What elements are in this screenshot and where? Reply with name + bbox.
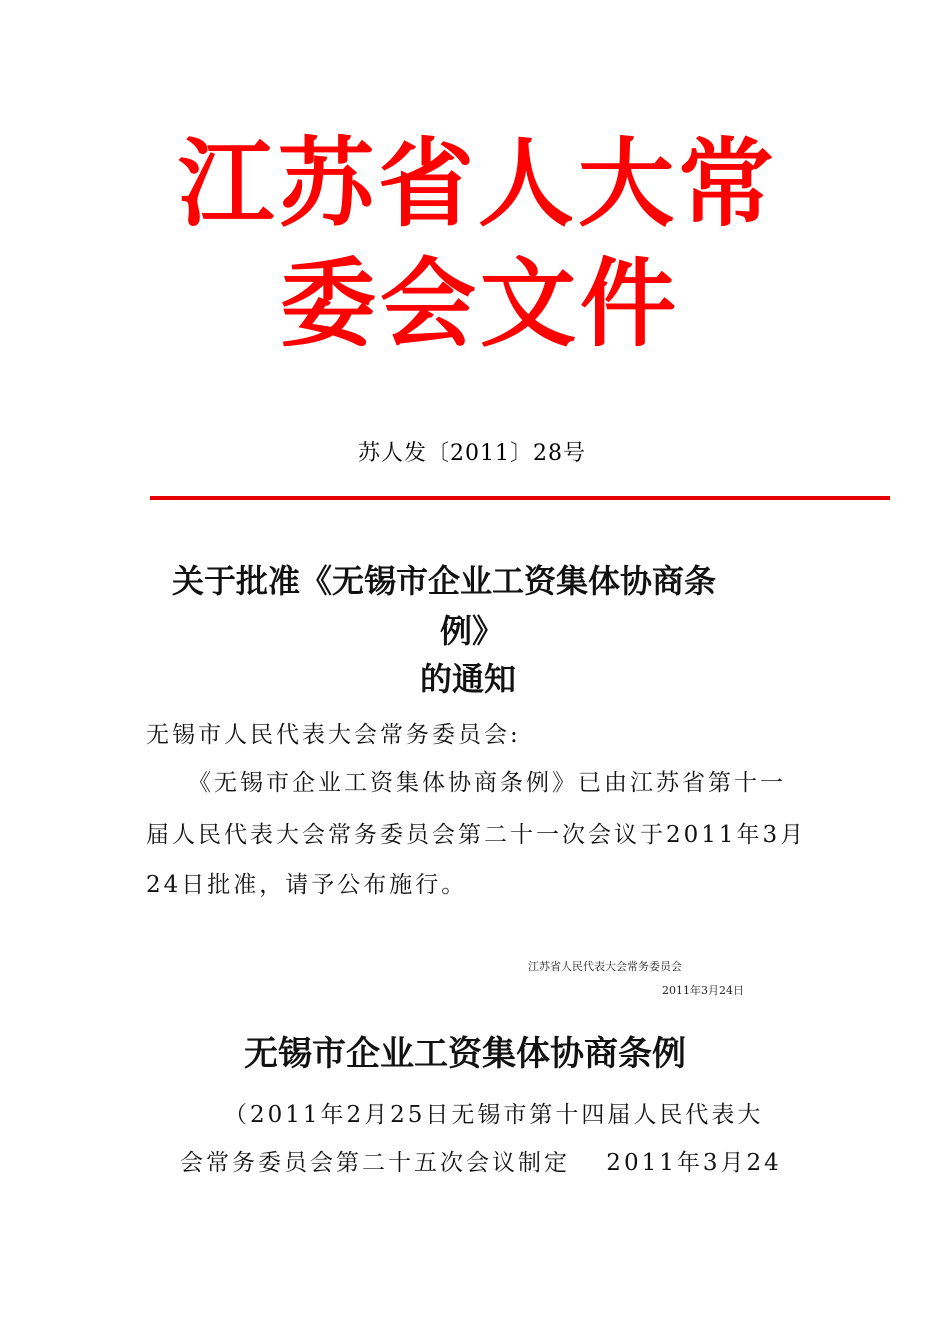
red-divider-rule <box>150 496 890 500</box>
header-title-line-1: 江苏省人大常 <box>178 128 778 240</box>
document-number: 苏人发〔2011〕28号 <box>358 441 586 466</box>
regulation-note-line-1: （2011年2月25日无锡市第十四届人民代表大 <box>224 1102 764 1128</box>
notice-title-line-3: 的通知 <box>420 660 517 698</box>
regulation-title: 无锡市企业工资集体协商条例 <box>244 1034 686 1074</box>
notice-title-line-1: 关于批准《无锡市企业工资集体协商条 <box>172 562 717 600</box>
body-paragraph-line-1: 《无锡市企业工资集体协商条例》已由江苏省第十一 <box>188 770 786 796</box>
body-paragraph-line-2: 届人民代表大会常务委员会第二十一次会议于2011年3月 <box>146 822 807 848</box>
body-paragraph-line-3: 24日批准，请予公布施行。 <box>146 872 468 898</box>
signature-date: 2011年3月24日 <box>662 984 744 997</box>
addressee: 无锡市人民代表大会常务委员会: <box>146 722 521 748</box>
notice-title-line-2: 例》 <box>440 612 505 650</box>
header-title-line-2: 委会文件 <box>280 248 680 360</box>
signature-issuer: 江苏省人民代表大会常务委员会 <box>528 960 682 973</box>
regulation-note-line-2: 会常务委员会第二十五次会议制定 2011年3月24 <box>180 1150 782 1176</box>
